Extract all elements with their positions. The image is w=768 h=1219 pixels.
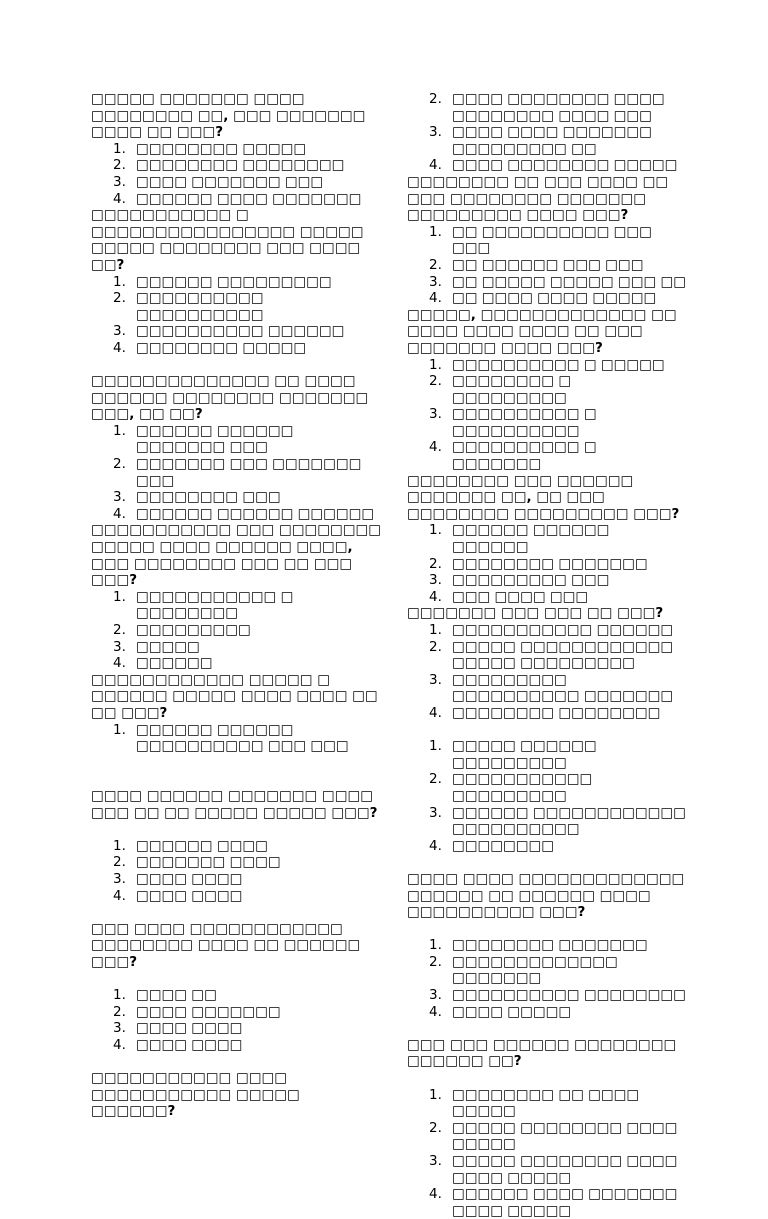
option-number: 3. [429, 987, 442, 1004]
option-text: □□□□□□□□□□ □□□□□□ [136, 323, 345, 340]
blank-line [91, 755, 381, 772]
option-number: 1. [113, 721, 126, 738]
option-number: 2. [113, 290, 126, 307]
answer-option [429, 1119, 687, 1153]
answer-option [113, 173, 381, 191]
option-text: □□□□ □□□□□□□ □□□ [136, 173, 324, 190]
option-text: □□□□□□ □□□□□□ □□□□□□ [452, 522, 610, 556]
answer-options-list [91, 141, 381, 207]
question-text: □□□□ □□□□□□ □□□□□□□ □□□□ □□□ □□ □□ □□□□□ □□□□□ □□□? [91, 787, 378, 821]
answer-option [429, 1186, 687, 1219]
question-text: □□□□□ □□□□□□□ □□□□ □□□□□□□□ □□, □□□ □□□□□□□ □□□□ □□ □□□? [91, 91, 366, 141]
option-text: □□ □□□□□□□□□□ □□□ □□□ [452, 223, 652, 257]
answer-option [429, 638, 687, 672]
option-number: 4. [429, 439, 442, 456]
option-text: □□□□□□□□□□ □ □□□□□□□ [452, 439, 597, 473]
blank-line [407, 854, 687, 871]
answer-option [113, 1020, 381, 1037]
left-column [91, 91, 381, 1120]
option-number: 4. [113, 655, 126, 672]
option-number: 3. [113, 638, 126, 655]
option-text: □□□□□□ □□□□ □□□□□□□ □□□□ □□□□□ [452, 1186, 678, 1219]
answer-option [113, 339, 381, 357]
option-number: 1. [113, 422, 126, 439]
option-number: 2. [113, 622, 126, 638]
option-text: □□□□ □□□□□□□□ □□□□□ [452, 157, 678, 174]
answer-option [113, 622, 381, 639]
answer-option [113, 1003, 381, 1021]
question-text: □□□□□□□□□□□ □ □□□□□□□□□□□□□□□□ □□□□□ □□□□□ □□□□□□□□ □□□ □□□□ □□? [91, 207, 364, 273]
question-text: □□□□□□□□□□□ □□□□ □□□□□□□□□□□ □□□□□ □□□□□□? [91, 1070, 300, 1120]
option-text: □□□□□□□□□ □□□ [452, 572, 610, 589]
option-number: 4. [113, 887, 126, 904]
answer-option [113, 489, 381, 506]
answer-options-list [91, 838, 381, 904]
option-text: □□□□ □□□□ [136, 870, 243, 887]
option-number: 4. [429, 1186, 442, 1203]
answer-options-list [407, 522, 687, 605]
option-number: 1. [429, 356, 442, 373]
option-text: □□□□□□□□ □□□□□ [136, 339, 307, 356]
option-text: □□□□ □□□□ [136, 887, 243, 904]
answer-option [429, 572, 687, 589]
answer-option [113, 140, 381, 158]
option-text: □□□□□□□□□□□ □ □□□□□□□□ [136, 588, 294, 622]
answer-option [113, 987, 381, 1004]
answer-option [429, 771, 687, 804]
question-text: □□□ □□□□ □□□□□□□□□□□□ □□□□□□□□ □□□□ □□ □□□□□□ □□□? [91, 920, 361, 970]
blank-line [407, 921, 687, 938]
answer-option [429, 373, 687, 406]
option-number: 2. [429, 638, 442, 655]
answer-option [429, 1003, 687, 1021]
option-text: □□□□ □□□□ □□□□□□□ □□□□□□□□□ □□ [452, 124, 652, 157]
option-number: 3. [429, 406, 442, 423]
option-number: 3. [113, 1020, 126, 1037]
option-number: 4. [113, 339, 126, 356]
option-text: □□□□□□□□□□ □□□□□□□□□□ [136, 290, 264, 323]
option-text: □□□□□□□ □□□□ [136, 854, 281, 871]
option-text: □□□□□□□□ □□□□□□□ [452, 937, 648, 954]
option-number: 3. [429, 804, 442, 821]
option-text: □□□ □□□□ □□□ [452, 588, 589, 605]
option-text: □□□□□□ □□□□□□ □□□□□□ [136, 505, 375, 522]
blank-line [91, 1053, 381, 1070]
answer-option [113, 505, 381, 523]
option-text: □□□□ □□□□ [136, 1036, 243, 1053]
answer-option [429, 804, 687, 838]
option-text: □□□□□ □□□□□□ □□□□□□□□□ [452, 738, 597, 771]
option-number: 1. [429, 223, 442, 240]
answer-option [113, 655, 381, 672]
option-number: 4. [113, 505, 126, 522]
blank-line [91, 771, 381, 788]
option-text: □□□□□□□ □□□ □□□□□□□ □□□ [136, 456, 362, 489]
answer-option [429, 704, 687, 722]
question-text: □□□□□□□□□□□□ □□□□□ □ □□□□□□ □□□□□ □□□□ □□□□ □□ □□ □□□? [91, 671, 378, 721]
blank-line [91, 357, 381, 374]
answer-option [429, 1153, 687, 1186]
blank-line [91, 821, 381, 838]
option-number: 3. [429, 572, 442, 589]
option-text: □□□□ □□□□□□□□ □□□□ □□□□□□□□ □□□□ □□□ [452, 91, 665, 124]
option-number: 4. [429, 588, 442, 605]
right-column [407, 91, 687, 1219]
answer-option [429, 273, 687, 291]
option-text: □□□□□ □□□□□□□□ □□□□ □□□□□ [452, 1119, 678, 1153]
option-text: □□□□□□□□ □□□□□□□□ [452, 704, 661, 721]
option-text: □□□□□□□□ □□□ [136, 489, 281, 506]
option-text: □□□□□□ □□□□□□ □□□□□□□ □□□ [136, 422, 294, 456]
option-number: 1. [429, 522, 442, 539]
option-text: □□□□□ □□□□□□□□□□□□ □□□□□ □□□□□□□□□ [452, 638, 674, 672]
answer-option [429, 953, 687, 987]
option-text: □□□□□□ □□□□ [136, 837, 268, 854]
answer-option [113, 870, 381, 888]
option-text: □□ □□□□□ □□□□□ □□□ □□ [452, 273, 687, 290]
option-number: 2. [429, 91, 442, 107]
option-text: □□□□□□ □□□□□□□□□□□□ □□□□□□□□□□ [452, 804, 686, 838]
answer-option [113, 273, 381, 291]
option-number: 1. [429, 1086, 442, 1103]
option-text: □□□□ □□□□□□□ [136, 1003, 281, 1020]
option-number: 3. [113, 870, 126, 887]
blank-line [91, 904, 381, 921]
option-text: □□ □□□□□□ □□□ □□□ [452, 256, 644, 273]
question-text: □□□ □□□ □□□□□□ □□□□□□□□ □□□□□□ □□? [407, 1036, 677, 1070]
answer-options-list [407, 1087, 687, 1219]
option-text: □□□□□□□□ □□ □□□□ □□□□□ [452, 1086, 640, 1120]
question-text: □□□□□□□□ □□□ □□□□□□ □□□□□□□ □□, □□ □□□ □□□□□□□□ □□□□□□□□□ □□□? [407, 472, 680, 522]
answer-option [429, 356, 687, 374]
answer-option [113, 854, 381, 871]
answer-options-list [91, 589, 381, 672]
option-text: □□□□ □□ [136, 987, 217, 1004]
option-number: 4. [429, 290, 442, 307]
option-text: □□□□□□□□□□□ □□□□□□ [452, 622, 674, 638]
answer-option [429, 555, 687, 573]
answer-option [113, 323, 381, 340]
option-text: □□□□□□□□□ □□□□□□□□□□ □□□□□□□ [452, 671, 674, 705]
answer-option [113, 837, 381, 855]
option-number: 3. [113, 489, 126, 506]
answer-option [429, 406, 687, 439]
answer-option [429, 290, 687, 307]
answer-option [429, 256, 687, 274]
blank-line [407, 1070, 687, 1087]
answer-option [113, 456, 381, 489]
answer-option [113, 1036, 381, 1054]
blank-line [407, 722, 687, 739]
option-number: 1. [113, 273, 126, 290]
option-number: 2. [113, 1003, 126, 1020]
option-text: □□□□□□□□□□ □□□□□□□□ [452, 987, 686, 1004]
answer-option [113, 157, 381, 174]
option-number: 3. [429, 273, 442, 290]
option-number: 2. [429, 373, 442, 390]
answer-option [429, 223, 687, 257]
option-text: □□□□□□□□ □ □□□□□□□□□ [452, 373, 572, 406]
option-number: 3. [429, 1153, 442, 1169]
option-text: □□□□□□□□□□ □ □□□□□□□□□□ [452, 406, 597, 439]
answer-option [429, 671, 687, 705]
option-text: □□□□□□□□ □□□□□ [136, 140, 307, 157]
answer-option [429, 937, 687, 954]
answer-option [113, 190, 381, 208]
question-text: □□□□□□□□ □□ □□□ □□□□ □□ □□□ □□□□□□□□ □□□□□□□ □□□□□□□□□ □□□□ □□□? [407, 173, 669, 224]
option-text: □□□□□□□□□□□ □□□□□□□□□ [452, 771, 593, 804]
option-number: 4. [113, 190, 126, 207]
option-text: □□□□□□□□□□ □ □□□□□ [452, 356, 665, 373]
answer-option [429, 157, 687, 174]
question-text: □□□□□□□ □□□ □□□ □□ □□□? [407, 605, 664, 622]
option-text: □□□□ □□□□□ [452, 1003, 572, 1020]
option-number: 3. [429, 671, 442, 688]
answer-option [429, 91, 687, 124]
answer-option [429, 1086, 687, 1120]
answer-option [429, 439, 687, 473]
answer-options-list [91, 423, 381, 523]
answer-option [113, 721, 381, 755]
option-text: □□□□□□□□□ [136, 622, 251, 638]
question-text: □□□□□□□□□□□ □□□ □□□□□□□□ □□□□□ □□□□ □□□□□□ □□□□, □□□ □□□□□□□□ □□□ □□ □□□ □□□? [91, 522, 382, 589]
option-number: 2. [113, 456, 126, 473]
option-number: 2. [113, 854, 126, 871]
answer-options-list [407, 91, 687, 174]
answer-option [113, 638, 381, 656]
answer-options-list [91, 274, 381, 357]
option-text: □□□□□□□□ □□□□□□□ [452, 555, 648, 572]
question-text: □□□□□, □□□□□□□□□□□□□ □□ □□□□ □□□□ □□□□ □□ □□□ □□□□□□□ □□□□ □□□? [407, 306, 677, 356]
option-number: 4. [429, 704, 442, 721]
option-number: 1. [113, 140, 126, 157]
answer-option [429, 588, 687, 606]
option-number: 1. [429, 738, 442, 755]
answer-option [429, 837, 687, 855]
option-text: □□□□□□ [136, 655, 213, 672]
option-text: □□□□□ [136, 638, 200, 655]
option-text: □□□□□□ □□□□ □□□□□□□ [136, 190, 362, 207]
option-number: 4. [113, 1036, 126, 1053]
option-number: 2. [429, 256, 442, 273]
option-number: 3. [429, 124, 442, 141]
answer-option [113, 422, 381, 456]
answer-options-list [407, 937, 687, 1020]
answer-options-list [407, 622, 687, 722]
option-text: □□□□□□ □□□□□□□□□ [136, 273, 332, 290]
option-number: 4. [429, 157, 442, 174]
answer-option [113, 588, 381, 622]
answer-options-list [407, 357, 687, 473]
blank-line [91, 970, 381, 987]
option-number: 4. [429, 1003, 442, 1020]
answer-option [429, 738, 687, 771]
answer-option [429, 987, 687, 1004]
option-number: 2. [429, 555, 442, 572]
option-text: □□□□□□□□□□□□□ □□□□□□□ [452, 953, 618, 987]
option-text: □□ □□□□ □□□□ □□□□□ [452, 290, 657, 307]
option-number: 2. [113, 157, 126, 174]
answer-options-list [91, 987, 381, 1053]
question-text: □□□□□□□□□□□□□□ □□ □□□□ □□□□□□ □□□□□□□□ □□□□□□□ □□□, □□ □□? [91, 373, 369, 423]
option-number: 1. [113, 588, 126, 605]
answer-option [113, 887, 381, 905]
option-text: □□□□ □□□□ [136, 1020, 243, 1037]
option-text: □□□□□□□□ [452, 837, 555, 854]
option-number: 1. [429, 622, 442, 638]
option-number: 1. [113, 987, 126, 1004]
option-number: 3. [113, 323, 126, 340]
option-text: □□□□□□ □□□□□□ □□□□□□□□□□ □□□ □□□ [136, 721, 349, 755]
answer-option [113, 290, 381, 323]
blank-line [407, 1020, 687, 1037]
answer-options-list [91, 722, 381, 755]
answer-options-list [407, 224, 687, 307]
option-number: 2. [429, 1119, 442, 1136]
option-number: 1. [113, 837, 126, 854]
option-text: □□□□□□□□ □□□□□□□□ [136, 157, 345, 174]
option-number: 4. [429, 837, 442, 854]
answer-options-list [407, 738, 687, 854]
option-number: 2. [429, 771, 442, 788]
option-number: 1. [429, 937, 442, 954]
answer-option [429, 124, 687, 157]
option-number: 3. [113, 173, 126, 190]
option-text: □□□□□ □□□□□□□□ □□□□ □□□□ □□□□□ [452, 1153, 678, 1186]
question-text: □□□□ □□□□ □□□□□□□□□□□□□ □□□□□□ □□ □□□□□□ □□□□ □□□□□□□□□□ □□□? [407, 870, 685, 921]
answer-option [429, 522, 687, 556]
answer-option [429, 622, 687, 639]
option-number: 2. [429, 953, 442, 970]
